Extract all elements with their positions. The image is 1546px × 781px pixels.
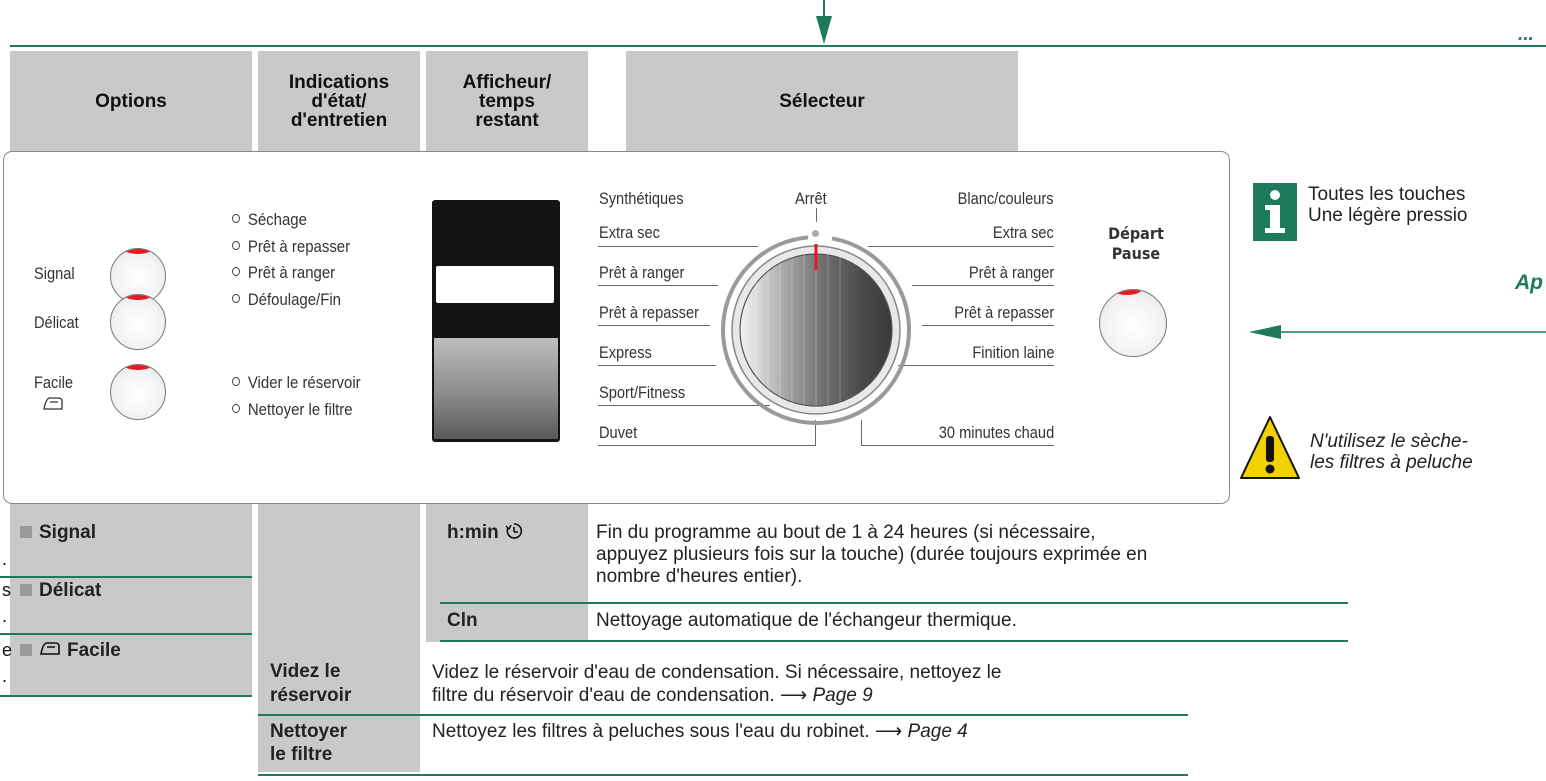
indicator-sechage: Séchage xyxy=(232,210,307,230)
display-desc-hmin-1: Fin du programme au bout de 1 à 24 heures (si nécessaire, xyxy=(596,522,1096,543)
indicator-nettoyer: Nettoyer le filtre xyxy=(232,400,353,420)
display-rule-2 xyxy=(440,640,1348,642)
page-arrow-2: ⟶ xyxy=(874,721,903,742)
maint-desc-vider-2: filtre du réservoir d'eau de condensation. ⟶ Page 9 xyxy=(432,685,873,706)
edge-mark-2: . xyxy=(2,606,8,626)
facile-label: Facile xyxy=(34,373,74,392)
selector-left-3[interactable]: Prêt à repasser xyxy=(599,303,699,322)
warning-line1: N'utilisez le sèche- xyxy=(1310,431,1468,452)
top-rule xyxy=(10,45,1546,47)
selector-right-1[interactable]: Extra sec xyxy=(993,223,1054,242)
header-options-label: Options xyxy=(95,90,167,112)
maint-desc-vider-1: Videz le réservoir d'eau de condensation. Si nécessaire, nettoyez le xyxy=(432,662,1002,683)
legend-rule-1 xyxy=(0,576,252,578)
selector-right-0[interactable]: Blanc/couleurs xyxy=(958,189,1054,208)
maint-rule-2 xyxy=(258,774,1188,776)
left-arrow xyxy=(1249,322,1546,342)
selector-right-3[interactable]: Prêt à repasser xyxy=(954,303,1054,322)
selector-top-label[interactable]: Arrêt xyxy=(795,189,827,208)
maint-key-nettoyer-2: le filtre xyxy=(270,744,333,765)
selector-left-1[interactable]: Extra sec xyxy=(599,223,660,242)
info-line2: Une légère pressio xyxy=(1308,205,1468,226)
indicator-defoulage: Défoulage/Fin xyxy=(232,290,341,310)
selector-right-2[interactable]: Prêt à ranger xyxy=(968,263,1054,282)
display-key-hmin: h:min xyxy=(447,522,523,545)
maint-key-vider-1: Videz le xyxy=(270,661,341,682)
dial-dot xyxy=(812,230,819,237)
display-desc-hmin-2: appuyez plusieurs fois sur la touche) (durée toujours exprimée en xyxy=(596,544,1148,565)
display-rule-1 xyxy=(440,602,1348,604)
delicat-label: Délicat xyxy=(34,313,79,332)
start-label xyxy=(1101,224,1171,264)
info-icon xyxy=(1253,183,1297,241)
legend-rule-3 xyxy=(0,695,252,697)
legend-delicat-square xyxy=(20,584,32,596)
header-afficheur-label: Afficheur/ temps restant xyxy=(462,71,552,131)
iron-icon xyxy=(42,397,64,416)
legend-facile-square xyxy=(20,644,32,656)
header-indications xyxy=(258,51,420,151)
selector-left-5[interactable]: Sport/Fitness xyxy=(599,383,686,402)
display-key-cln: Cln xyxy=(447,610,478,631)
header-afficheur xyxy=(426,51,588,151)
edge-mark-3: e xyxy=(2,640,13,660)
selector-left-0: Synthétiques xyxy=(599,189,684,208)
start-line2: Pause xyxy=(1111,244,1161,263)
warning-icon xyxy=(1238,414,1302,482)
page-link-4[interactable]: Page 4 xyxy=(907,721,968,742)
legend-signal: Signal xyxy=(20,522,96,543)
facile-button[interactable] xyxy=(110,364,166,420)
display-desc-hmin-3: nombre d'heures entier). xyxy=(596,566,803,587)
legend-facile: Facile xyxy=(20,640,121,661)
legend-iron-icon xyxy=(39,640,61,661)
page-arrow-1: ⟶ xyxy=(779,685,808,706)
warning-line2: les filtres à peluche xyxy=(1310,452,1473,473)
maint-rule-1 xyxy=(258,714,1188,716)
selector-right-4[interactable]: Finition laine xyxy=(971,343,1054,362)
legend-rule-2 xyxy=(0,633,252,635)
top-arrow xyxy=(814,0,834,44)
start-line1: Départ xyxy=(1108,224,1164,243)
indicator-pret-repasser: Prêt à repasser xyxy=(232,237,350,257)
maint-desc-nettoyer: Nettoyez les filtres à peluches sous l'eau du robinet. ⟶ Page 4 xyxy=(432,721,968,742)
display-desc-cln: Nettoyage automatique de l'échangeur thermique. xyxy=(596,610,1017,631)
header-options xyxy=(10,51,252,151)
selector-dial[interactable] xyxy=(716,230,916,430)
indicator-vider: Vider le réservoir xyxy=(232,373,361,393)
maint-key-vider-2: réservoir xyxy=(270,685,352,706)
edge-mark-4: . xyxy=(2,666,8,686)
maint-key-nettoyer-1: Nettoyer xyxy=(270,721,348,742)
signal-label: Signal xyxy=(34,264,75,283)
info-line1: Toutes les touches xyxy=(1308,184,1466,205)
indicator-pret-ranger: Prêt à ranger xyxy=(232,263,335,283)
legend-delicat: Délicat xyxy=(20,580,101,601)
header-selecteur xyxy=(626,51,1018,151)
start-pause-button[interactable] xyxy=(1099,289,1167,357)
edge-mark-0: . xyxy=(2,549,8,569)
info-ap: Ap xyxy=(1515,271,1543,294)
ellipsis: ... xyxy=(1518,24,1534,45)
header-selecteur-label: Sélecteur xyxy=(779,90,865,112)
display-screen xyxy=(432,200,560,442)
legend-signal-square xyxy=(20,526,32,538)
timer-icon xyxy=(505,522,523,545)
delicat-button[interactable] xyxy=(110,294,166,350)
selector-left-2[interactable]: Prêt à ranger xyxy=(599,263,685,282)
selector-right-5[interactable]: 30 minutes chaud xyxy=(938,423,1054,442)
edge-mark-1: s xyxy=(2,580,11,600)
header-indications-label: Indications d'état/ d'entretien xyxy=(288,71,390,131)
selector-left-6[interactable]: Duvet xyxy=(599,423,638,442)
selector-left-4[interactable]: Express xyxy=(599,343,652,362)
page-link-9[interactable]: Page 9 xyxy=(812,685,873,706)
